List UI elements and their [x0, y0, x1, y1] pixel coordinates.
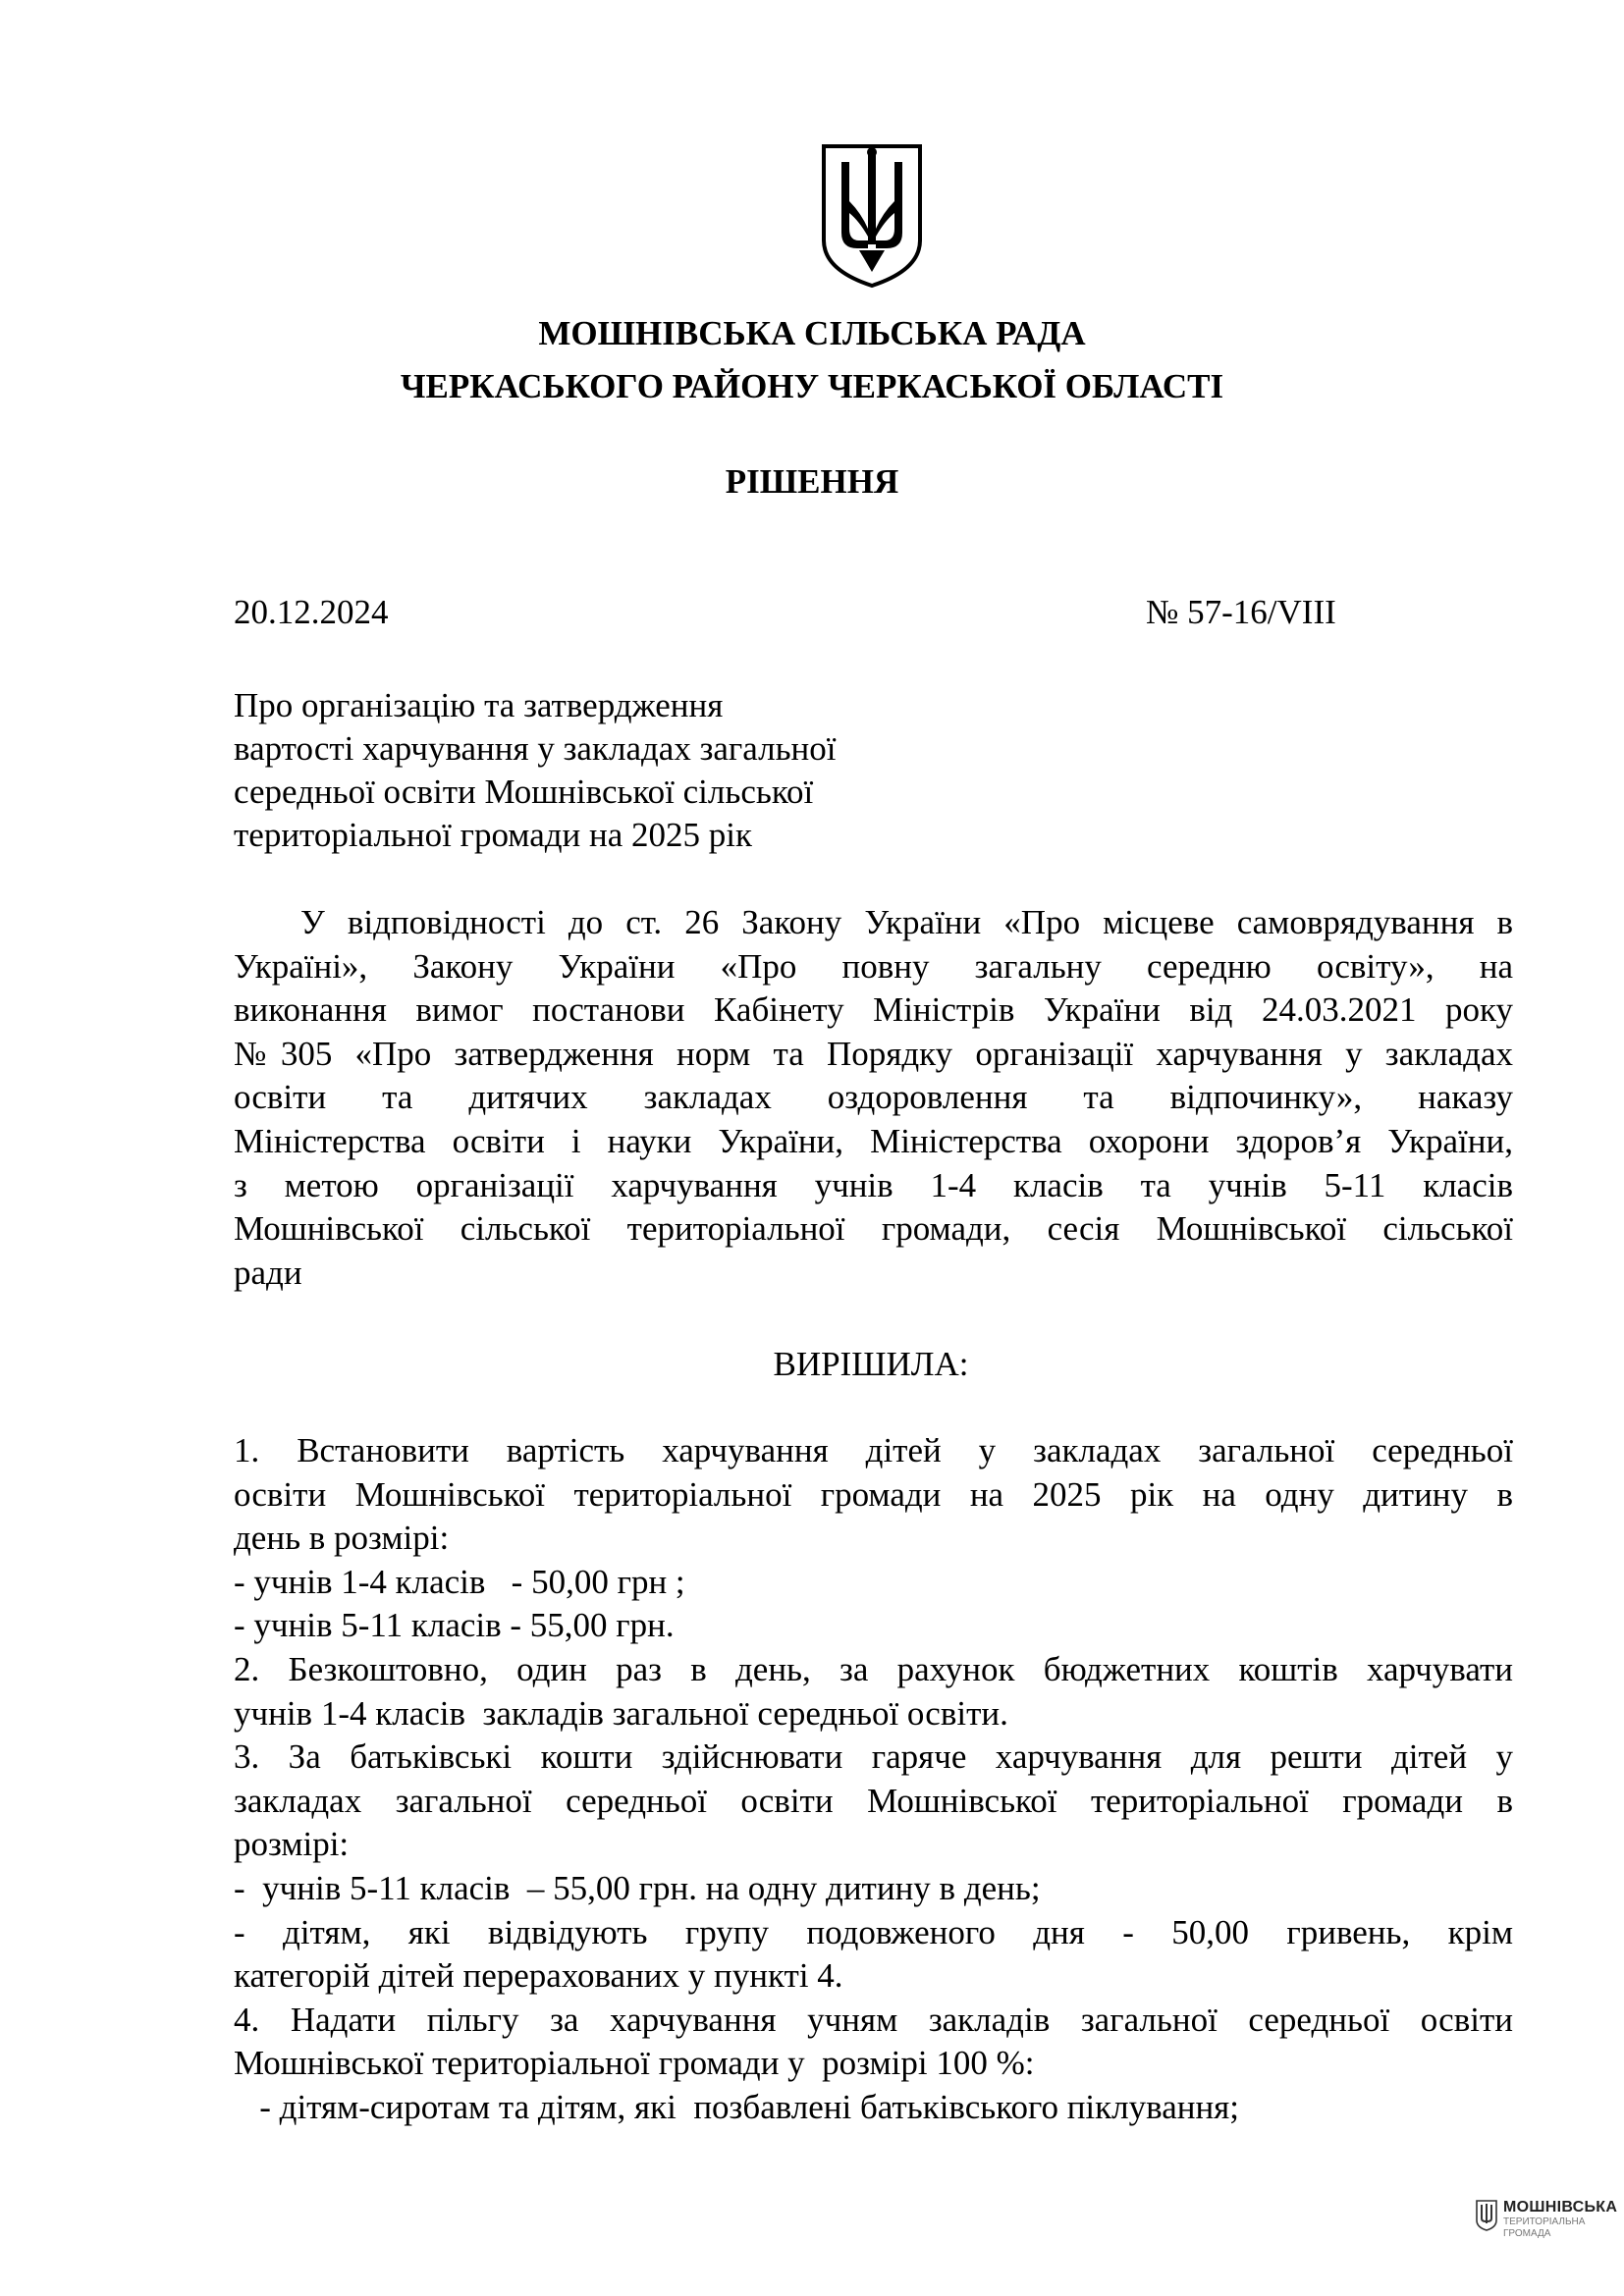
- document-type: РІШЕННЯ: [725, 462, 899, 501]
- council-name: МОШНІВСЬКА СІЛЬСЬКА РАДА: [538, 314, 1086, 352]
- body-line: 2. Безкоштовно, один раз в день, за рахунок бюджетних коштів харчувати: [234, 1649, 1513, 1688]
- body-line: день в розмірі:: [234, 1519, 450, 1558]
- community-logo: [1503, 2199, 1617, 2240]
- preamble-line: Україні», Закону України «Про повну загальну середню освіту», на: [234, 946, 1513, 986]
- logo-name: МОШНІВСЬКА: [1503, 2199, 1618, 2216]
- preamble-line: з метою організації харчування учнів 1-4 класів та учнів 5-11 класів: [234, 1165, 1513, 1204]
- body-line: - учнів 5-11 класів – 55,00 грн. на одну дитину в день;: [234, 1868, 1041, 1907]
- body-line: Мошнівської територіальної громади у розмірі 100 %:: [234, 2044, 1035, 2083]
- district-name: ЧЕРКАСЬКОГО РАЙОНУ ЧЕРКАСЬКОЇ ОБЛАСТІ: [400, 367, 1224, 405]
- preamble-line: Міністерства освіти і науки України, Міністерства охорони здоров’я України,: [234, 1121, 1513, 1160]
- body-line: 4. Надати пільгу за харчування учням закладів загальної середньої освіти: [234, 2000, 1513, 2039]
- body-line: - учнів 5-11 класів - 55,00 грн.: [234, 1606, 675, 1645]
- preamble-line: У відповідності до ст. 26 Закону України «Про місцеве самоврядування в: [300, 903, 1513, 941]
- body-line: розмірі:: [234, 1825, 350, 1864]
- body-line: 3. За батьківські кошти здійснювати гаряче харчування для решти дітей у: [234, 1737, 1513, 1777]
- preamble: [234, 901, 1513, 1295]
- decision-title: [234, 684, 837, 857]
- decision-date: 20.12.2024: [234, 593, 389, 631]
- preamble-line: виконання вимог постанови Кабінету Міністрів України від 24.03.2021 року: [234, 990, 1513, 1030]
- coat-of-arms-trident-icon: [820, 142, 924, 290]
- title-line: Про організацію та затвердження: [234, 686, 724, 724]
- body-line: учнів 1-4 класів закладів загальної середньої освіти.: [234, 1693, 1008, 1733]
- body-line: - дітям, які відвідують групу подовженого дня - 50,00 гривень, крім: [234, 1912, 1513, 1951]
- body-line: освіти Мошнівської територіальної громади на 2025 рік на одну дитину в: [234, 1474, 1513, 1514]
- body-line: категорій дітей перерахованих у пункті 4.: [234, 1956, 843, 1996]
- title-line: середньої освіти Мошнівської сільської: [234, 773, 814, 811]
- resolved-heading: ВИРІШИЛА:: [773, 1345, 969, 1383]
- body-line: - учнів 1-4 класів - 50,00 грн ;: [234, 1562, 685, 1601]
- body-line: закладах загальної середньої освіти Мошнівської територіальної громади в: [234, 1781, 1513, 1820]
- logo-sub1: ТЕРИТОРІАЛЬНА: [1503, 2216, 1586, 2227]
- title-line: вартості харчування у закладах загальної: [234, 729, 837, 768]
- title-line: територіальної громади на 2025 рік: [234, 816, 753, 854]
- preamble-line: освіти та дитячих закладах оздоровлення та відпочинку», наказу: [234, 1078, 1513, 1117]
- preamble-line: Мошнівської сільської територіальної громади, сесія Мошнівської сільської: [234, 1209, 1513, 1249]
- body-line: 1. Встановити вартість харчування дітей у закладах загальної середньої: [234, 1431, 1513, 1469]
- community-logo-trident-icon: [1475, 2199, 1498, 2232]
- preamble-line: ради: [234, 1253, 302, 1292]
- body-line: - дітям-сиротам та дітям, які позбавлені батьківського піклування;: [234, 2087, 1240, 2126]
- logo-sub2: ГРОМАДА: [1503, 2228, 1551, 2239]
- preamble-line: №305 «Про затвердження норм та Порядку організації харчування у закладах: [234, 1034, 1513, 1073]
- decision-body: [234, 1429, 1513, 2130]
- decision-number: № 57-16/VIII: [1146, 593, 1336, 631]
